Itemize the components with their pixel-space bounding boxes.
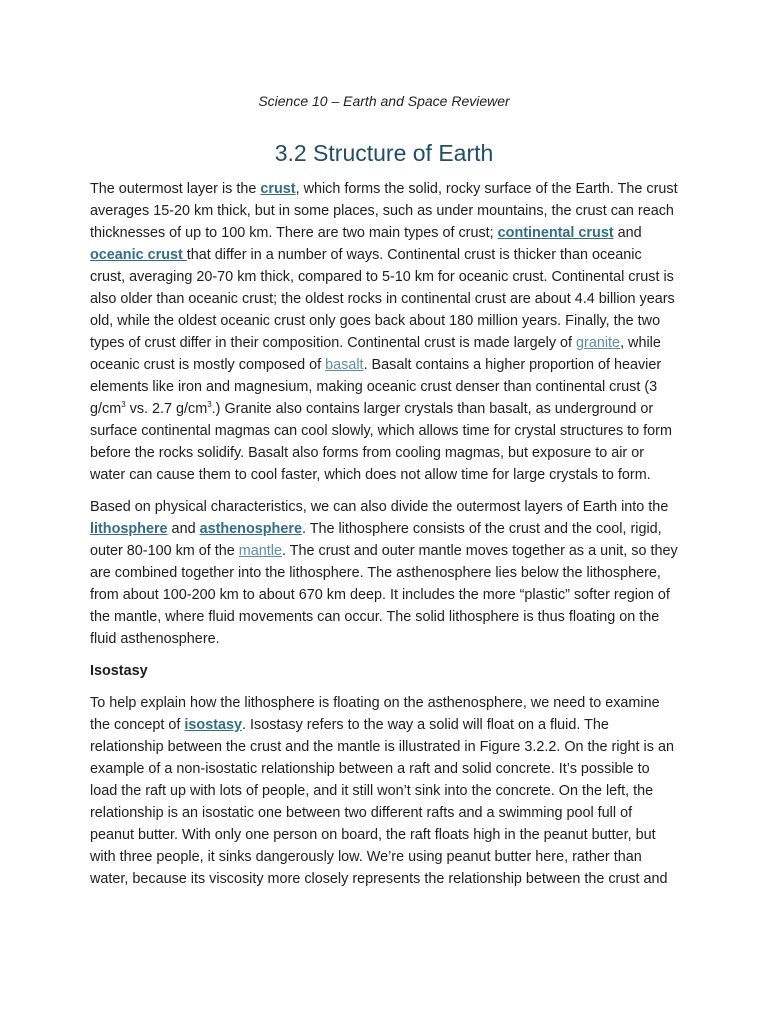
link-crust[interactable]: crust [260, 181, 296, 197]
paragraph-lithosphere: Based on physical characteristics, we can also divide the outermost layers of Earth into the lithosphere and asthenosphere. The lithosphere consists of the crust and the cool, rigid, outer 80-100 km of the mantle. The crust and outer mantle moves together as a unit, so they are combined together into the lithosphere. The asthenosphere lies below the lithosphere, from about 100-200 km to about 670 km deep. It includes the more “plastic” softer region of the mantle, where fluid movements can occur. The solid lithosphere is thus floating on the fluid asthenosphere. [90, 499, 678, 647]
superscript: 3 [121, 400, 126, 410]
link-basalt[interactable]: basalt [325, 357, 364, 373]
paragraph-isostasy: To help explain how the lithosphere is floating on the asthenosphere, we need to examine the concept of isostasy. Isostasy refers to the way a solid will float on a fluid. The relationship between the crust and the mantle is illustrated in Figure 3.2.2. On the right is an example of a non-isostatic relationship between a raft and solid concrete. It’s possible to load the raft up with lots of people, and it still won’t sink into the concrete. On the left, the relationship is an isostatic one between two different rafts and a swimming pool full of peanut butter. With only one person on board, the raft floats high in the peanut butter, but with three people, it sinks dangerously low. We’re using peanut butter here, rather than water, because its viscosity more closely represents the relationship between the crust and [90, 695, 674, 887]
page-title: 3.2 Structure of Earth [274, 140, 494, 166]
superscript: 3 [207, 400, 212, 410]
paragraph-crust: The outermost layer is the crust, which forms the solid, rocky surface of the Earth. The crust averages 15-20 km thick, but in some places, such as under mountains, the crust can reach thicknesses of up to 100 km. There are two main types of crust; continental crust and oceanic crust that differ in a number of ways. Continental crust is thicker than oceanic crust, averaging 20-70 km thick, compared to 5-10 km for oceanic crust. Continental crust is also older than oceanic crust; the oldest rocks in continental crust are about 4.4 billion years old, while the oldest oceanic crust only goes back about 180 million years. Finally, the two types of crust differ in their composition. Continental crust is made largely of granite, while oceanic crust is mostly composed of basalt. Basalt contains a higher proportion of heavier elements like iron and magnesium, making oceanic crust denser than continental crust (3 $g/cm^3$ vs. 2.7 $g/cm^3$.) Granite also contains larger crystals than basalt, as underground or surface continental magmas can cool slowly, which allows time for crystal structures to form before the rocks solidify. Basalt also forms from cooling magmas, but exposure to air or water can cause them to cool faster, which does not allow time for large crystals to form. [90, 181, 678, 483]
subheading-isostasy: Isostasy [90, 663, 148, 679]
link-isostasy[interactable]: isostasy [184, 717, 243, 733]
link-mantle[interactable]: mantle [238, 543, 282, 559]
running-header: Science 10 – Earth and Space Reviewer [258, 93, 510, 109]
link-continental-crust[interactable]: continental crust [497, 225, 614, 241]
link-lithosphere[interactable]: lithosphere [90, 521, 168, 537]
link-oceanic-crust[interactable]: oceanic crust [90, 247, 187, 263]
link-granite[interactable]: granite [576, 335, 621, 351]
document-body [90, 178, 680, 900]
link-asthenosphere[interactable]: asthenosphere [199, 521, 302, 537]
